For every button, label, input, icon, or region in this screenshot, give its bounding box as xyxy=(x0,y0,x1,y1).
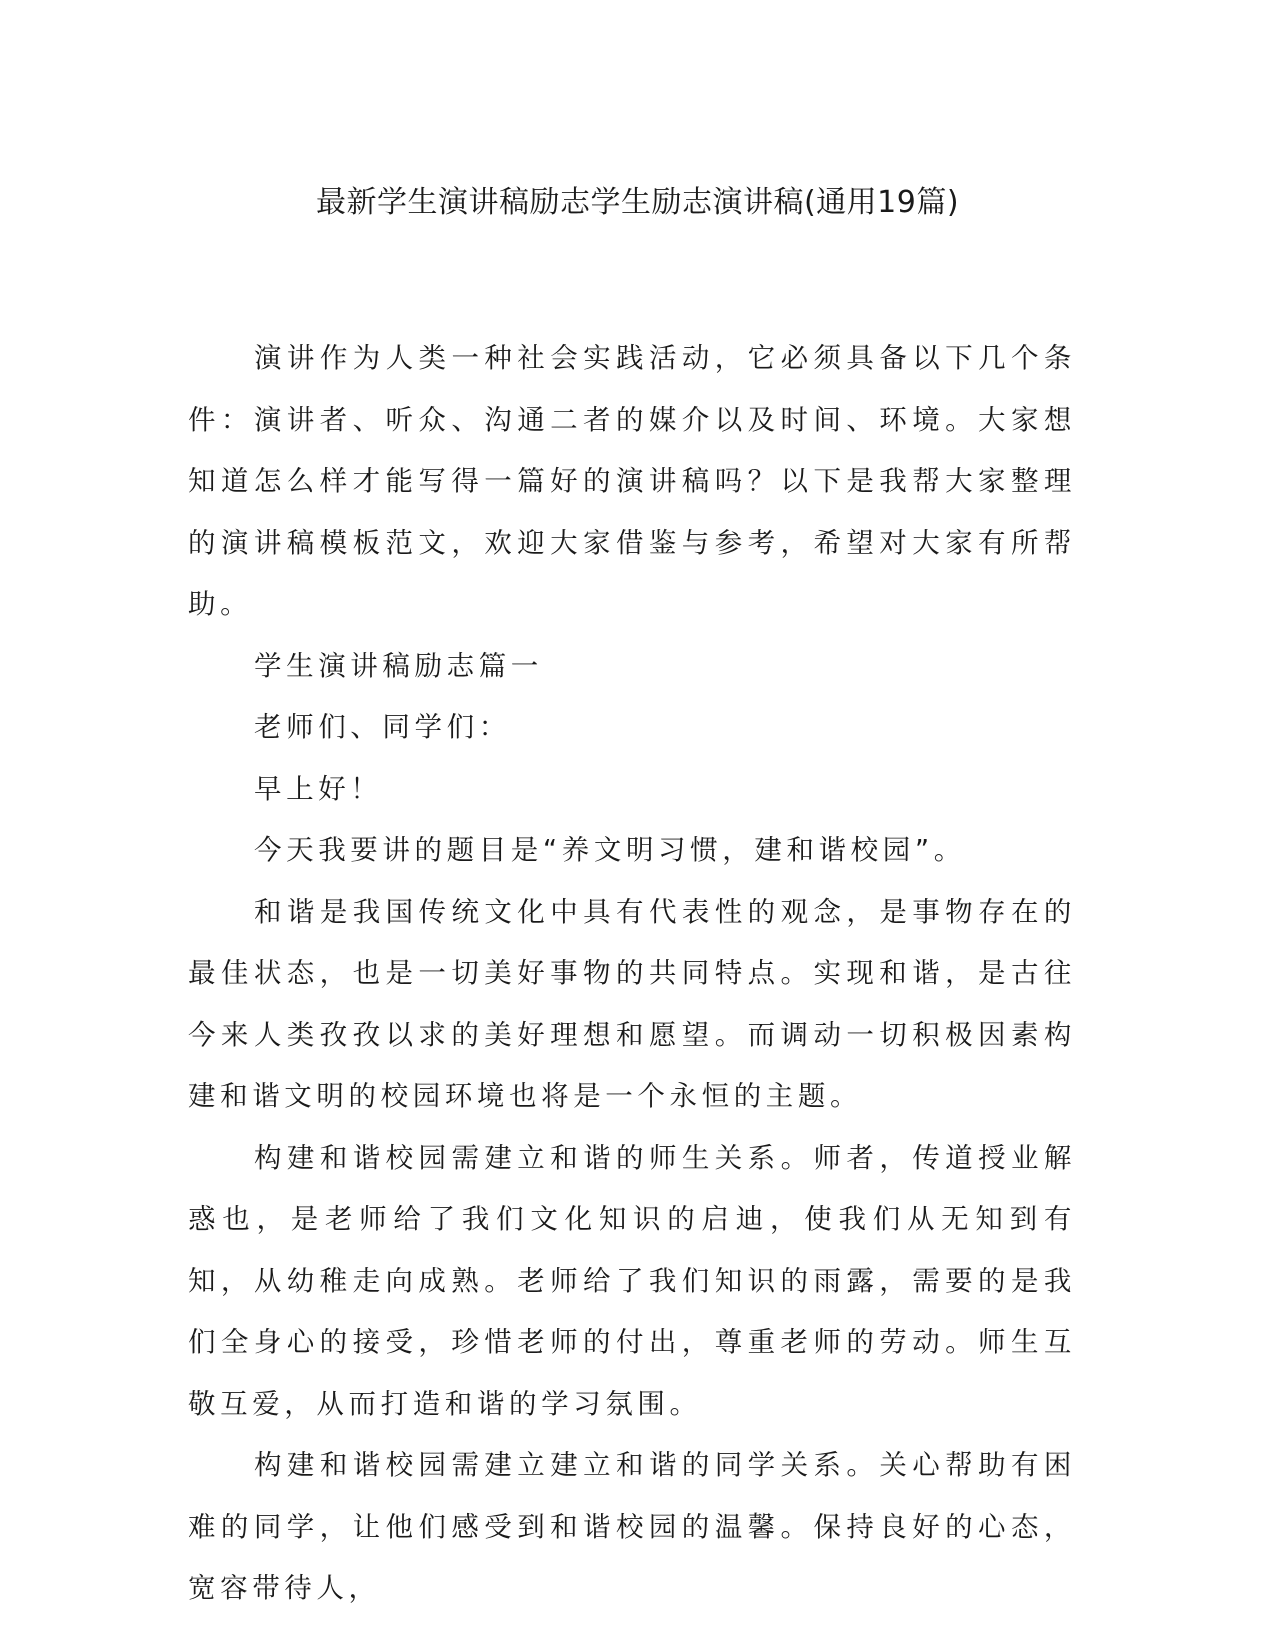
greeting: 早上好！ xyxy=(254,772,383,805)
document-title: 最新学生演讲稿励志学生励志演讲稿(通用19篇) xyxy=(315,185,960,220)
topic-statement: 今天我要讲的题目是“养文明习惯，建和谐校园”。 xyxy=(254,834,966,866)
body-paragraph: 构建和谐校园需建立和谐的师生关系。师者，传道授业解惑也，是老师给了我们文化知识的启迪，使我们从无知到有知，从幼稚走向成熟。老师给了我们知识的雨露，需要的是我们全身心的接受，珍惜老师的付出，尊重老师的劳动。师生互敬互爱，从而打造和谐的学习氛围。 xyxy=(188,1141,1076,1420)
salutation: 老师们、同学们： xyxy=(254,711,511,743)
section-heading: 学生演讲稿励志篇一 xyxy=(254,649,543,682)
body-paragraph: 构建和谐校园需建立建立和谐的同学关系。关心帮助有困难的同学，让他们感受到和谐校园的温馨。保持良好的心态，宽容带待人， xyxy=(188,1449,1076,1604)
body-paragraph: 和谐是我国传统文化中具有代表性的观念，是事物存在的最佳状态，也是一切美好事物的共同特点。实现和谐，是古往今来人类孜孜以求的美好理想和愿望。而调动一切积极因素构建和谐文明的校园环境也将是一个永恒的主题。 xyxy=(188,895,1076,1112)
intro-paragraph: 演讲作为人类一种社会实践活动，它必须具备以下几个条件：演讲者、听众、沟通二者的媒介以及时间、环境。大家想知道怎么样才能写得一篇好的演讲稿吗？以下是我帮大家整理的演讲稿模板范文，欢迎大家借鉴与参考，希望对大家有所帮助。 xyxy=(188,342,1076,620)
document-body xyxy=(188,328,1076,1620)
